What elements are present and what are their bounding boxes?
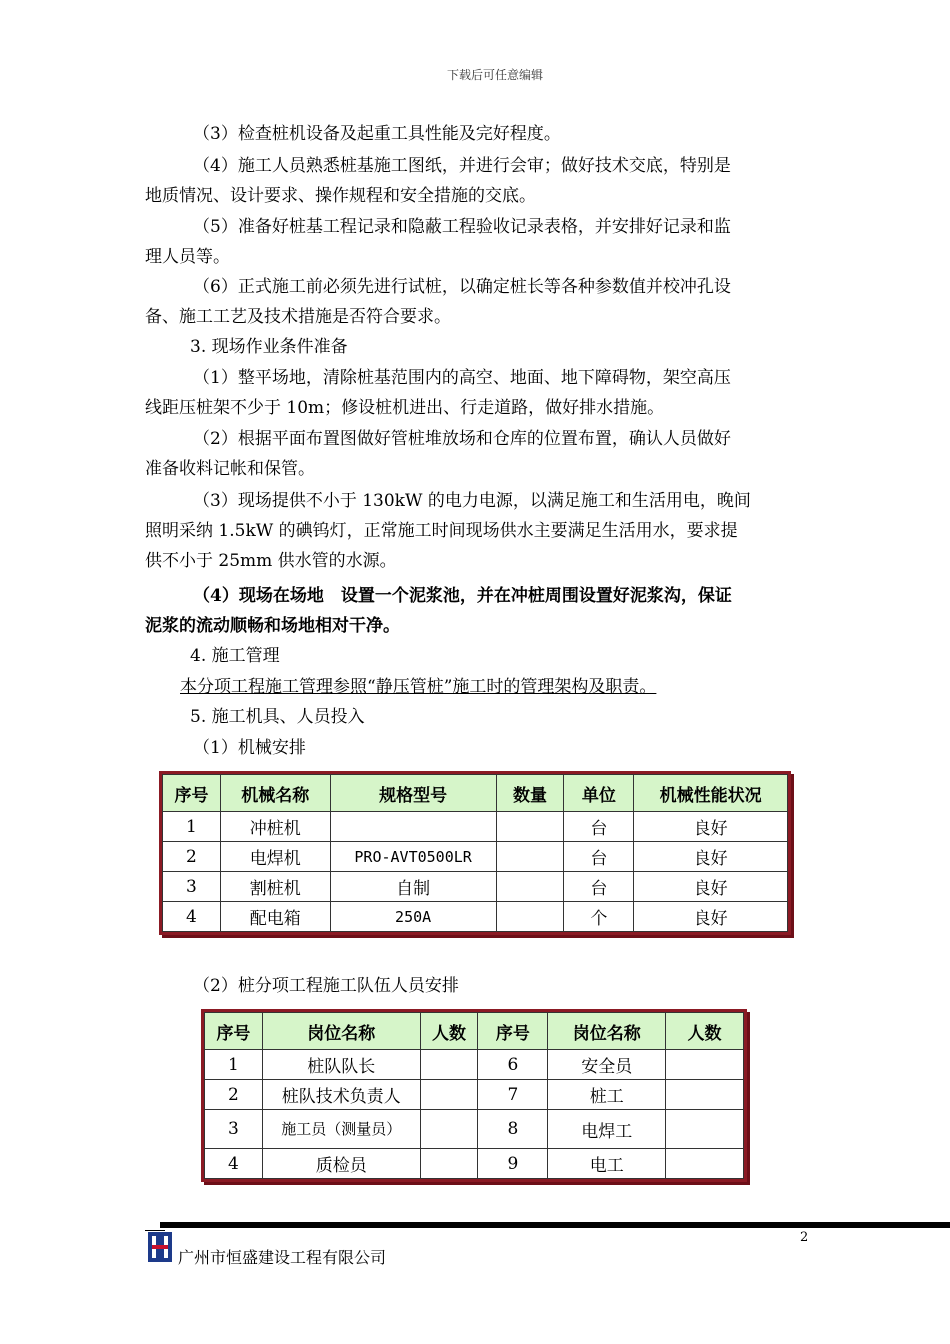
paragraph-bold: （4）现场在场地 设置一个泥浆池，并在冲桩周围设置好泥浆沟，保证 [193,586,732,606]
header-note: 下载后可任意编辑 [446,68,543,82]
cell: 3 [163,872,221,902]
cell: 质检员 [262,1149,420,1179]
cell: 桩工 [548,1080,666,1110]
header-cell: 机械性能状况 [634,775,788,812]
header-cell: 数量 [496,775,564,812]
subheading: （2）桩分项工程施工队伍人员安排 [193,976,459,996]
table-row [163,902,788,932]
cell: 9 [478,1149,548,1179]
header-cell: 序号 [163,775,221,812]
paragraph: 地质情况、设计要求、操作规程和安全措施的交底。 [145,186,536,206]
cell [496,812,564,842]
header-cell: 单位 [564,775,634,812]
paragraph-bold: 泥浆的流动顺畅和场地相对干净。 [145,616,400,636]
paragraph-underlined: 本分项工程施工管理参照“静压管桩”施工时的管理架构及职责。 [180,677,657,697]
paragraph: （2）根据平面布置图做好管桩堆放场和仓库的位置布置，确认人员做好 [193,429,731,449]
cell [420,1050,478,1080]
header-cell: 岗位名称 [262,1013,420,1050]
paragraph: 准备收料记帐和保管。 [145,459,315,479]
section-heading: 5. 施工机具、人员投入 [190,707,365,727]
paragraph: 供不小于 25mm 供水管的水源。 [145,551,397,571]
cell [496,902,564,932]
cell: 良好 [634,902,788,932]
paragraph: （3）现场提供不小于 130kW 的电力电源，以满足施工和生活用电，晚间 [193,491,751,511]
company-name: 广州市恒盛建设工程有限公司 [178,1248,387,1267]
cell: 台 [564,812,634,842]
machine-table [159,771,791,935]
paragraph: （4）施工人员熟悉桩基施工图纸，并进行会审；做好技术交底，特别是 [193,156,731,176]
cell: 桩队队长 [262,1050,420,1080]
cell: 良好 [634,872,788,902]
cell: 8 [478,1110,548,1149]
cell: 3 [205,1110,263,1149]
cell: 台 [564,842,634,872]
cell: 良好 [634,842,788,872]
subheading: （1）机械安排 [193,738,306,758]
footer-rule-thin [145,1230,165,1231]
cell [666,1110,744,1149]
cell [666,1080,744,1110]
table-row [205,1149,744,1179]
cell [420,1080,478,1110]
cell: 冲桩机 [220,812,330,842]
cell: 施工员（测量员） [262,1110,420,1149]
paragraph: 线距压桩架不少于 10m；修设桩机进出、行走道路，做好排水措施。 [145,398,665,418]
header-cell: 机械名称 [220,775,330,812]
paragraph: （3）检查桩机设备及起重工具性能及完好程度。 [193,124,561,144]
cell [496,842,564,872]
header-cell: 序号 [478,1013,548,1050]
cell: 1 [163,812,221,842]
cell: 自制 [330,872,496,902]
section-heading: 4. 施工管理 [190,646,280,666]
cell: 安全员 [548,1050,666,1080]
cell: 配电箱 [220,902,330,932]
cell: 电焊机 [220,842,330,872]
header-cell: 规格型号 [330,775,496,812]
table-row [163,812,788,842]
cell: 电工 [548,1149,666,1179]
table-row [163,842,788,872]
cell: 6 [478,1050,548,1080]
cell: 良好 [634,812,788,842]
table-row [163,872,788,902]
cell: 250A [330,902,496,932]
table-row [205,1080,744,1110]
cell: 7 [478,1080,548,1110]
paragraph: 理人员等。 [145,247,230,267]
footer-rule [160,1222,950,1228]
cell: 1 [205,1050,263,1080]
cell: 个 [564,902,634,932]
header-cell: 人数 [420,1013,478,1050]
cell [496,872,564,902]
cell: 台 [564,872,634,902]
cell: 4 [163,902,221,932]
paragraph: （5）准备好桩基工程记录和隐蔽工程验收记录表格，并安排好记录和监 [193,217,731,237]
staff-table [201,1009,747,1182]
cell: 2 [205,1080,263,1110]
cell [666,1050,744,1080]
paragraph: 照明采纳 1.5kW 的碘钨灯，正常施工时间现场供水主要满足生活用水，要求提 [145,521,738,541]
cell: 割桩机 [220,872,330,902]
cell [666,1149,744,1179]
header-cell: 人数 [666,1013,744,1050]
section-heading: 3. 现场作业条件准备 [190,337,348,357]
cell [420,1149,478,1179]
cell [420,1110,478,1149]
paragraph: （6）正式施工前必须先进行试桩，以确定桩长等各种参数值并校冲孔设 [193,277,731,297]
cell [330,812,496,842]
cell: 桩队技术负责人 [262,1080,420,1110]
header-cell: 岗位名称 [548,1013,666,1050]
cell: 电焊工 [548,1110,666,1149]
cell: 2 [163,842,221,872]
table-header-row [163,775,788,812]
header-cell: 序号 [205,1013,263,1050]
cell: PRO-AVT0500LR [330,842,496,872]
cell: 4 [205,1149,263,1179]
paragraph: （1）整平场地，清除桩基范围内的高空、地面、地下障碍物，架空高压 [193,368,731,388]
table-header-row [205,1013,744,1050]
table-row [205,1110,744,1149]
paragraph: 备、施工工艺及技术措施是否符合要求。 [145,307,451,327]
page-number: 2 [800,1230,809,1245]
table-row [205,1050,744,1080]
company-logo-icon [148,1232,172,1262]
